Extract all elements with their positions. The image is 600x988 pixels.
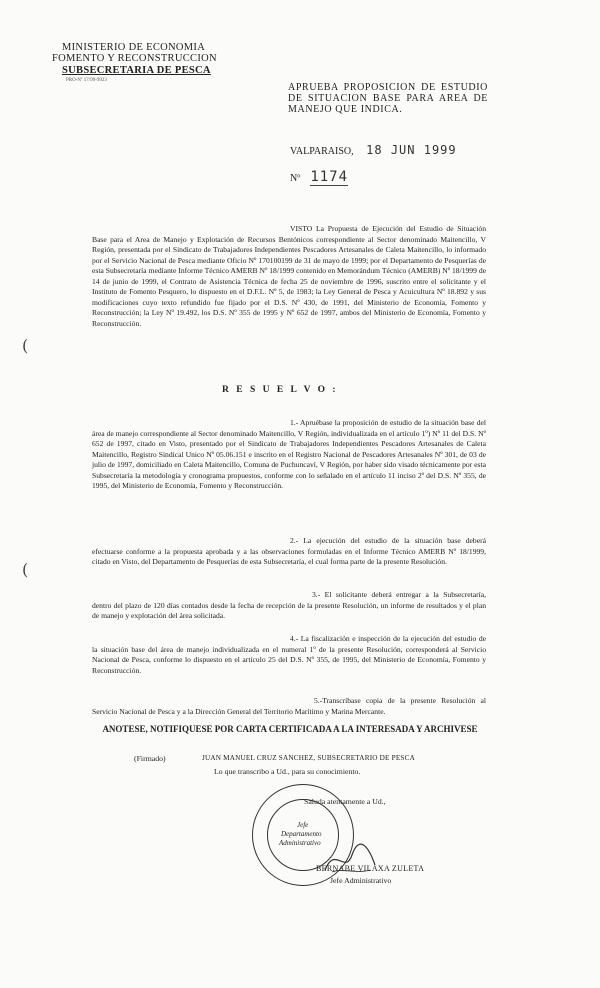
number-label: Nº [290,173,301,184]
transcribe-line: Lo que transcribo a Ud., para su conocimiento. [214,767,361,776]
item-1 [92,418,486,492]
ministry-line-1: MINISTERIO DE ECONOMIA [62,42,206,53]
item-5-text: 5.-Transcríbase copia de la presente Resolución al Servicio Nacional de Pesca y a la Dirección General del Territorio Marítimo y Marina Mercante. [92,696,486,716]
firmado-label: (Firmado) [134,754,166,763]
stamp-text-administrativo: Administrativo [279,839,321,847]
number-value: 1174 [310,169,349,185]
saluda-line: Saluda atentamente a Ud., [304,797,386,806]
handwritten-signature [320,840,380,880]
closing-formula: ANOTESE, NOTIFIQUESE POR CARTA CERTIFICADA A LA INTERESADA Y ARCHIVESE [102,724,478,734]
item-3-text: 3.- El solicitante deberá entregar a la Subsecretaría, dentro del plazo de 120 días contados desde la fecha de recepción de la presente Resolución, un informe de resultados y el plan de manejo y explotación del área solicitada. [92,590,486,620]
subsecretario-name: JUAN MANUEL CRUZ SANCHEZ, SUBSECRETARIO DE PESCA [202,754,416,762]
reference-code: PRO-Nº 17/99-9923 [66,78,107,83]
margin-mark-2: ( [22,560,29,579]
resolution-subject: APRUEBA PROPOSICION DE ESTUDIO DE SITUACION BASE PARA AREA DE MANEJO QUE INDICA. [288,82,488,115]
item-3 [92,590,486,622]
stamp-text-departamento: Departamento [281,830,322,838]
margin-mark-1: ( [22,336,29,355]
ministry-line-2: FOMENTO Y RECONSTRUCCION [52,53,217,64]
item-4 [92,634,486,676]
place-date [290,143,457,157]
visto-paragraph [92,224,486,329]
stamp-text-jefe: Jefe [297,821,309,829]
item-5 [92,696,486,717]
signer-name: BERNABE VILAXA ZULETA [316,864,425,873]
item-2-text: 2.- La ejecución del estudio de la situación base deberá efectuarse conforme a la propuesta aprobada y a las observaciones formuladas en el Informe Técnico AMERB Nº 18/1999, citado en Visto, del Departamento de Pesquerías de esta Subsecretaría, el cual forma parte de la presente Resolución. [92,536,486,566]
item-1-text: 1.- Apruébase la proposición de estudio de la situación base del área de manejo correspondiente al Sector denominado Maitencillo, V Región, individualizada en el artículo 1º) Nº 11 del D.S. Nº 652 de 1997, citado en Visto, presentado por el Sindicato de Trabajadores Independientes Pescadores Artesanales de Caleta Maitencillo, Registro Sindical Unico Nº 05.06.151 e inscrito en el Registro Nacional de Pescadores Artesanales Nº 301, de 03 de julio de 1997, domiciliado en Caleta Maitencillo, Comuna de Puchuncaví, V Región, por haber sido visado técnicamente por esta Subsecretaría la metodología y cronograma propuestos, conforme con lo señalado en el artículo 11 inciso 2º del D.S. Nº 355, de 1995, del Ministerio de Economía, Fomento y Reconstrucción. [92,418,486,490]
resuelvo-heading: R E S U E L V O : [222,385,339,395]
date-stamp: 18 JUN 1999 [366,143,457,157]
resolution-number [290,168,348,186]
item-2 [92,536,486,568]
place-label: VALPARAISO, [290,146,354,157]
subsecretaria-name: SUBSECRETARIA DE PESCA [62,65,211,76]
visto-text: VISTO La Propuesta de Ejecución del Estudio de Situación Base para el Area de Manejo y Explotación de Recursos Bentónicos correspondiente al Sector denominado Maitencillo, V Región, presentada por el Sindicato de Trabajadores Independientes Pescadores Artesanales de Caleta Maitencillo, lo informado por el Servicio Nacional de Pesca mediante Oficio Nº 170100199 de 31 de mayo de 1999; por el Departamento de Pesquerías de esta Subsecretaría mediante Informe Técnico AMERB Nº 18/1999 contenido en Memorándum Técnico (AMERB) Nº 18/1999 de 14 de junio de 1999, el Contrato de Asistencia Técnica de fecha 25 de noviembre de 1996, suscrito entre el solicitante y el Instituto de Fomento Pesquero, lo dispuesto en el D.F.L. Nº 5, de 1983; la Ley General de Pesca y Acuicultura Nº 18.892 y sus modificaciones cuyo texto refundido fue fijado por el D.S. Nº 430, de 1991, del Ministerio de Economía, Fomento y Reconstrucción; la Ley Nº 19.492, los D.S. Nº 355 de 1995 y Nº 652 de 1997, ambos del Ministerio de Economía, Fomento y Reconstrucción. [92,224,486,328]
item-4-text: 4.- La fiscalización e inspección de la ejecución del estudio de la situación base del área de manejo individualizada en el numeral 1º de la presente Resolución, corresponderá al Servicio Nacional de Pesca, conforme lo dispuesto en el artículo 25 del D.S. Nº 355, de 1995, del Ministerio de Economía, Fomento y Reconstrucción. [92,634,486,675]
signer-title: Jefe Administrativo [330,876,392,885]
